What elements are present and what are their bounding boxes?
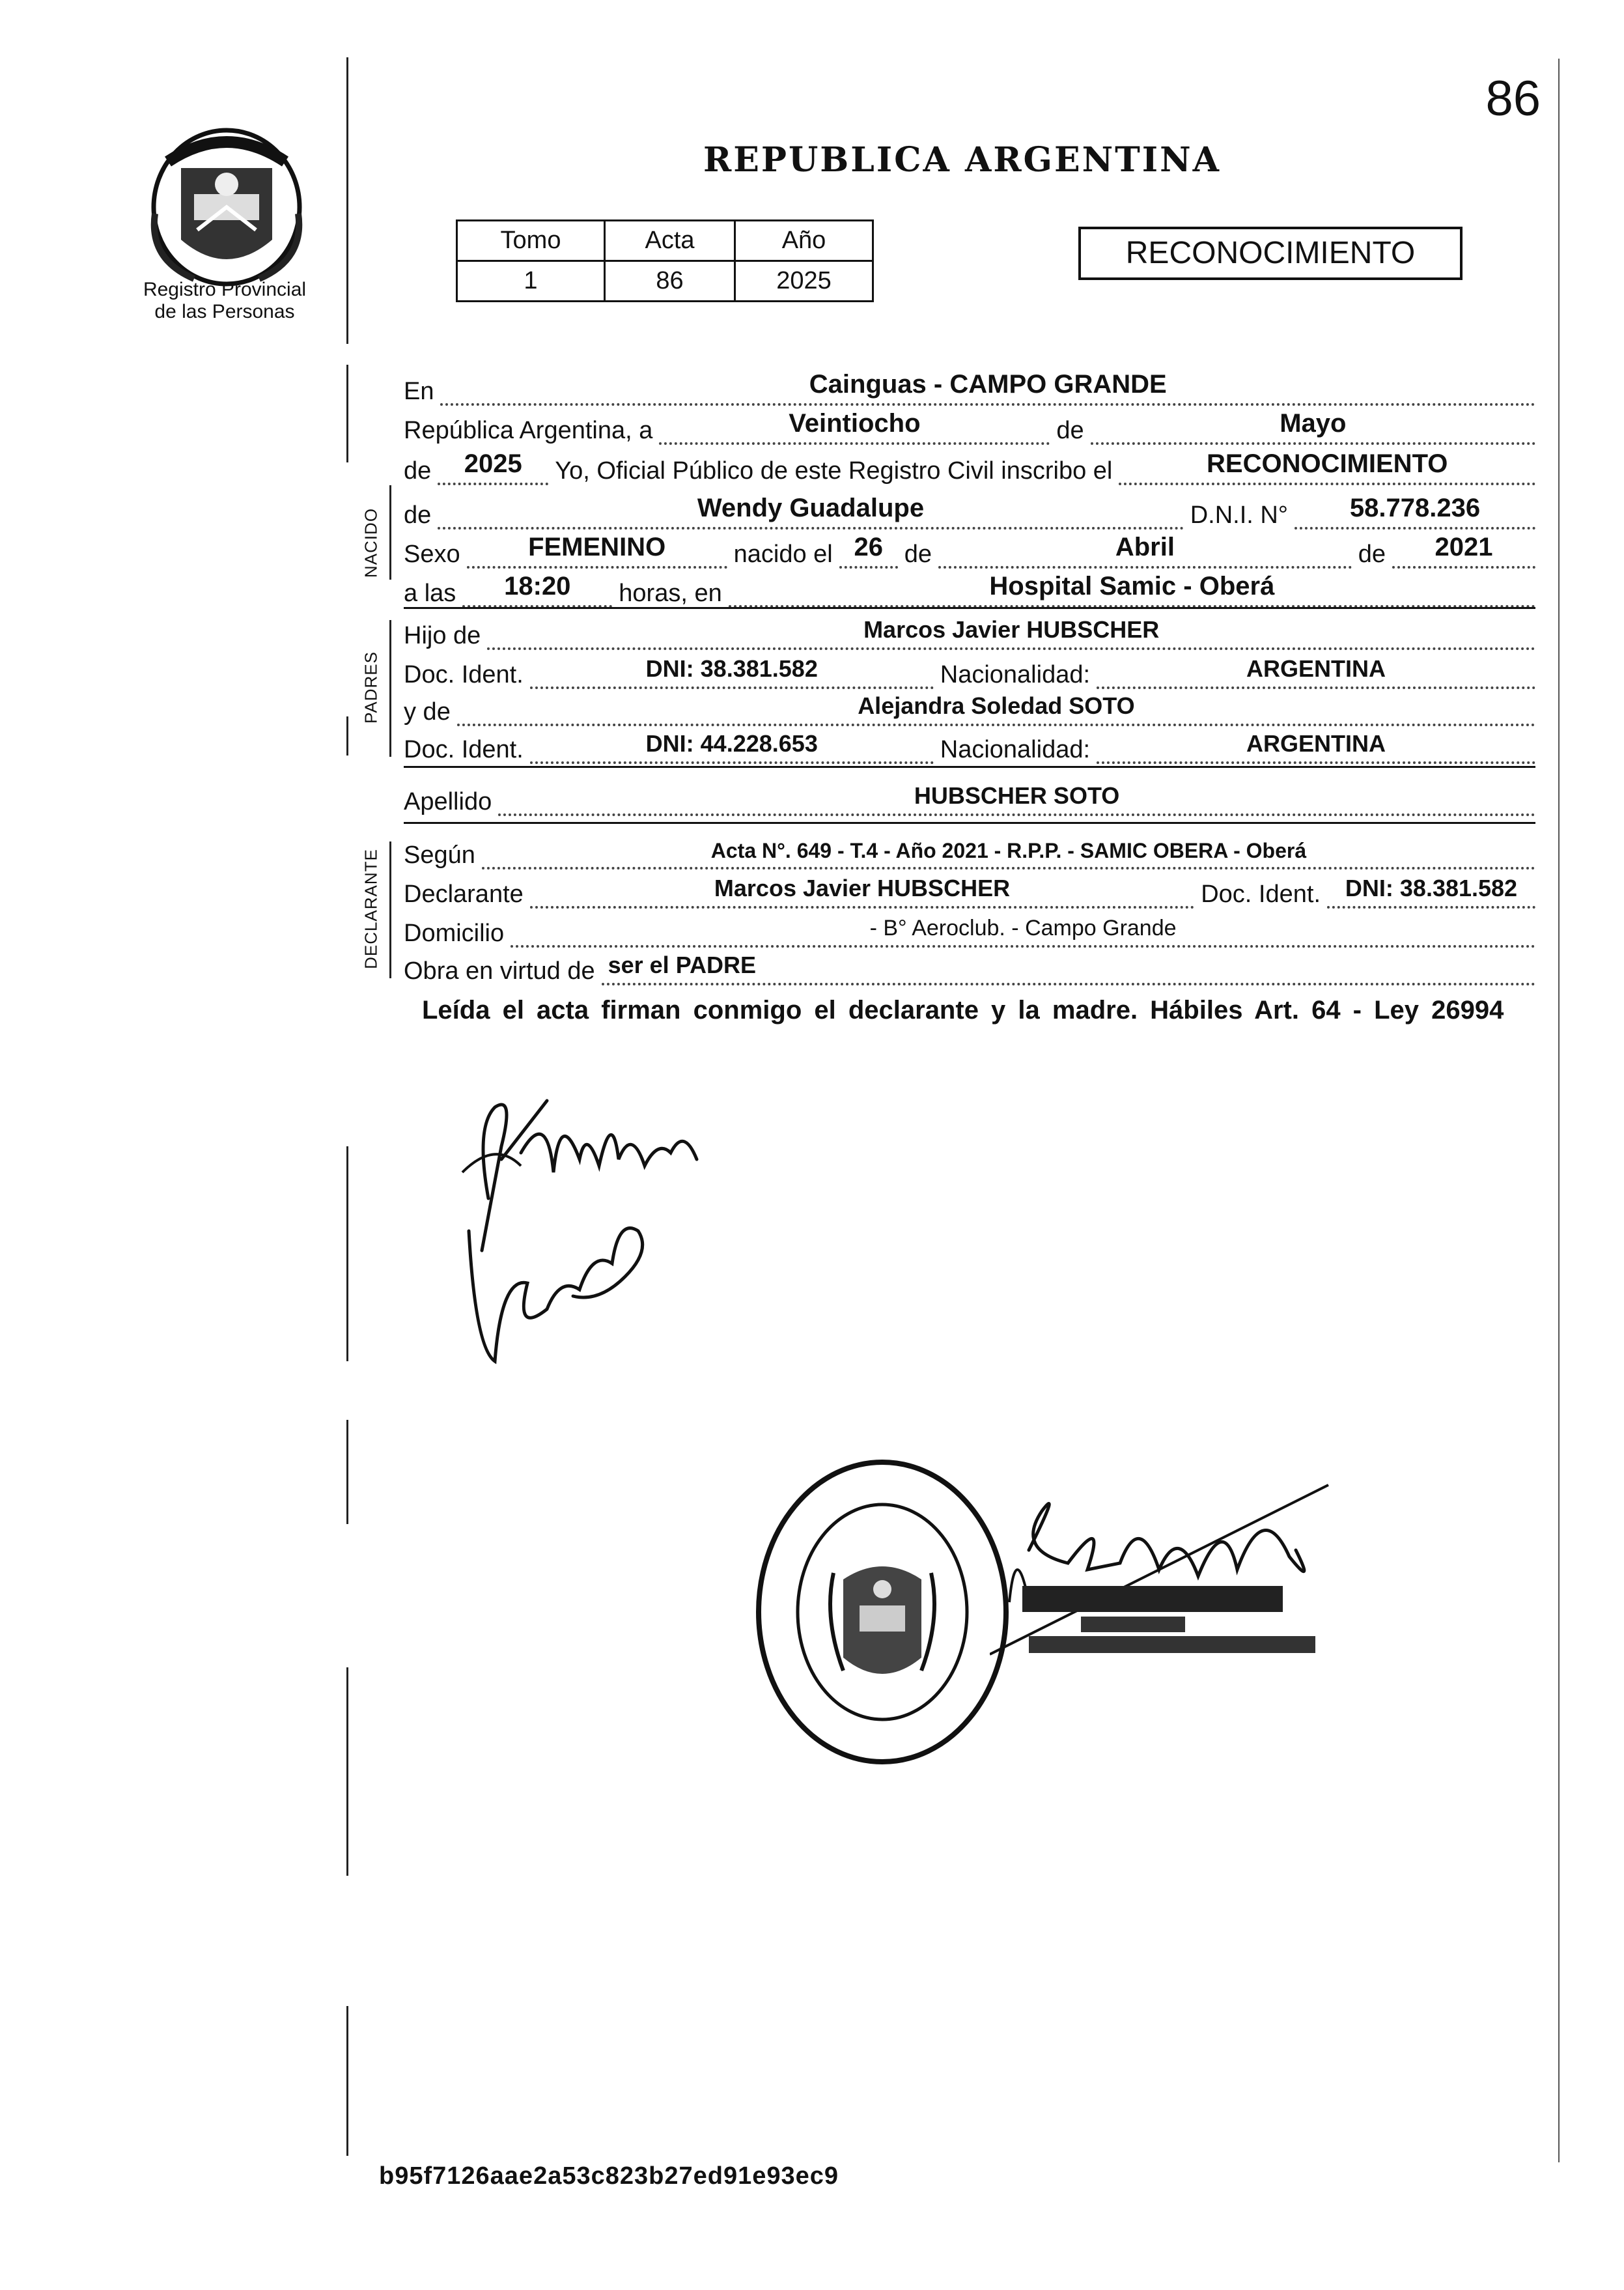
line-declarante [404,875,1535,909]
header-acta: Acta [605,221,735,261]
line-y-de [404,692,1535,726]
line-apellido [404,782,1535,816]
value-nac-anio: 2021 [1435,533,1493,561]
field-mes [1091,409,1535,445]
label-de: de [904,541,932,568]
value-padre-nacionalidad: ARGENTINA [1246,655,1386,682]
field-nac-mes [938,533,1352,569]
value-tipo: RECONOCIMIENTO [1207,449,1448,478]
label-nacionalidad: Nacionalidad: [940,736,1091,763]
value-dia: Veintiocho [789,409,921,438]
field-padre-nacionalidad [1097,655,1535,689]
field-madre-nacionalidad [1097,730,1535,764]
line-hora-lugar [404,572,1535,608]
label-nacionalidad: Nacionalidad: [940,661,1091,688]
label-y-de: y de [404,698,451,726]
logo-caption-line1: Registro Provincial [143,279,307,300]
label-hijo-de: Hijo de [404,622,481,649]
value-anio: 2025 [735,261,873,302]
section-label-declarante: DECLARANTE [361,849,381,969]
line-fecha [404,409,1535,445]
line-padre-doc [404,655,1535,689]
label-de: de [1358,541,1386,568]
value-lugar-nacimiento: Hospital Samic - Oberá [989,572,1275,601]
page-number: 86 [1485,71,1541,126]
value-acta: 86 [605,261,735,302]
field-declarante [530,875,1194,909]
field-nac-dia [839,533,898,569]
field-domicilio [511,916,1535,948]
field-anio [438,449,548,485]
header-tomo: Tomo [457,221,605,261]
margin-line [346,1667,348,1876]
label-doc-ident: Doc. Ident. [404,736,524,763]
value-sexo: FEMENINO [528,533,666,561]
value-declarante-doc: DNI: 38.381.582 [1345,875,1518,901]
field-en-virtud [602,952,1535,985]
field-nac-anio [1392,533,1535,569]
section-divider-line [389,485,391,580]
section-rule [404,766,1535,768]
margin-line [346,2006,348,2156]
label-obra-en-virtud: Obra en virtud de [404,957,595,985]
line-hijo-de [404,616,1535,650]
label-declarante: Declarante [404,881,524,908]
field-declarante-doc [1327,875,1535,909]
field-dni [1295,494,1535,530]
value-anio: 2025 [464,449,522,478]
field-tipo [1119,449,1535,485]
value-nombre: Wendy Guadalupe [697,494,925,522]
label-doc-ident: Doc. Ident. [404,661,524,688]
logo-caption [114,279,335,323]
section-rule [404,822,1535,824]
line-en [404,370,1535,406]
label-horas-en: horas, en [619,580,722,607]
field-lugar [440,370,1535,406]
field-padre-doc [530,655,934,689]
value-dni: 58.778.236 [1349,494,1481,522]
label-a-las: a las [404,580,456,607]
value-nac-dia: 26 [854,533,883,561]
label-dni: D.N.I. N° [1190,502,1288,529]
value-nac-mes: Abril [1115,533,1175,561]
margin-line [346,1420,348,1524]
label-nacido-el: nacido el [733,541,833,568]
value-apellido: HUBSCHER SOTO [914,782,1120,809]
line-inscripcion [404,449,1535,485]
label-de: de [1056,417,1084,444]
section-divider-line [389,841,391,978]
official-stamp-seal [746,1449,1019,1775]
section-label-padres: PADRES [361,651,381,724]
oficial-signature [990,1472,1341,1661]
line-madre-doc [404,730,1535,764]
value-tomo: 1 [457,261,605,302]
madre-signature [456,1179,664,1374]
table-value-row [457,261,873,302]
value-declarante: Marcos Javier HUBSCHER [714,875,1011,901]
logo-caption-line2: de las Personas [154,301,295,322]
field-lugar-nacimiento [729,572,1535,608]
margin-line [346,57,348,344]
value-mes: Mayo [1280,409,1347,438]
field-sexo [467,533,727,569]
label-republica: República Argentina, a [404,417,653,444]
label-domicilio: Domicilio [404,920,505,947]
table-header-row [457,221,873,261]
closing-statement: Leída el acta firman conmigo el declarante y la madre. Hábiles Art. 64 - Ley 26994 [422,996,1504,1025]
margin-line [346,365,348,462]
document-title: REPUBLICA ARGENTINA [703,140,1222,180]
right-margin-line [1558,59,1560,2162]
value-padre-nombre: Marcos Javier HUBSCHER [863,616,1160,643]
document-type-box: RECONOCIMIENTO [1078,227,1463,280]
field-segun [482,839,1535,869]
value-segun: Acta N°. 649 - T.4 - Año 2021 - R.P.P. - SAMIC OBERA - Oberá [710,839,1307,862]
provincia-coat-of-arms-logo [142,116,311,292]
label-apellido: Apellido [404,788,492,815]
label-de: de [404,502,432,529]
field-hora [462,572,612,608]
field-padre-nombre [487,616,1535,650]
value-hora: 18:20 [504,572,571,601]
value-padre-doc: DNI: 38.381.582 [645,655,818,682]
line-sexo [404,533,1535,569]
margin-line [346,1146,348,1361]
field-dia [659,409,1050,445]
label-sexo: Sexo [404,541,460,568]
value-en-virtud: ser el PADRE [608,952,757,978]
label-en: En [404,378,434,405]
value-madre-nacionalidad: ARGENTINA [1246,730,1386,757]
section-label-nacido: NACIDO [361,507,381,578]
field-nombre [438,494,1183,530]
header-anio: Año [735,221,873,261]
value-madre-nombre: Alejandra Soledad SOTO [858,692,1135,719]
label-yo-oficial: Yo, Oficial Público de este Registro Civil inscribo el [555,457,1113,485]
value-lugar: Cainguas - CAMPO GRANDE [809,370,1167,399]
field-madre-nombre [457,692,1535,726]
line-nombre [404,494,1535,530]
section-divider-line [389,620,391,757]
line-domicilio [404,916,1535,948]
tomo-acta-anio-table [456,219,874,302]
value-domicilio: - B° Aeroclub. - Campo Grande [869,916,1177,940]
label-de: de [404,457,432,485]
value-madre-doc: DNI: 44.228.653 [645,730,818,757]
document-hash: b95f7126aae2a53c823b27ed91e93ec9 [379,2162,839,2190]
field-apellido [498,782,1535,816]
label-doc-ident: Doc. Ident. [1201,881,1321,908]
field-madre-doc [530,730,934,764]
line-en-virtud [404,952,1535,985]
line-segun [404,841,1535,869]
margin-line [346,716,348,756]
section-rule [404,607,1535,609]
label-segun: Según [404,841,475,869]
